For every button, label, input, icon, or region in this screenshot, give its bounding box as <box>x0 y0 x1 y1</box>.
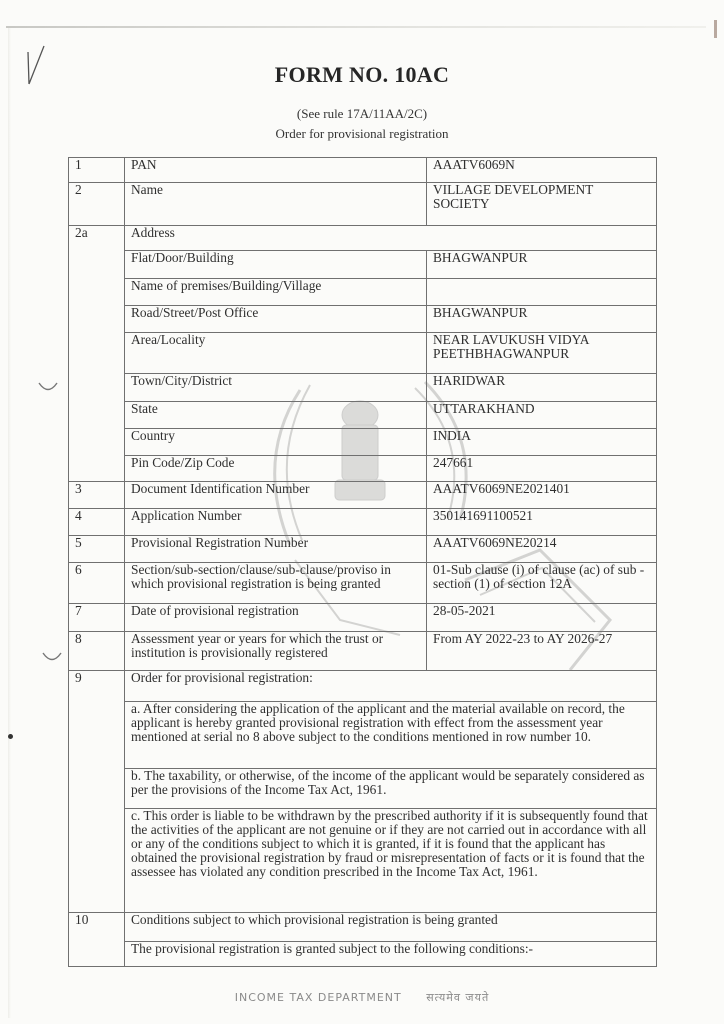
table-row-date <box>69 604 657 632</box>
table-row-application-number <box>69 509 657 536</box>
premises-value <box>427 279 657 306</box>
serial-number: 10 <box>69 913 125 967</box>
form-title: FORM NO. 10AC <box>274 62 450 87</box>
area-value: NEAR LAVUKUSH VIDYA PEETHBHAGWANPUR <box>427 333 657 374</box>
field-label: Order for provisional registration: <box>125 671 657 702</box>
assessment-years-value: From AY 2022-23 to AY 2026-27 <box>427 632 657 671</box>
field-label: Assessment year or years for which the trust or institution is provisionally registered <box>125 632 427 671</box>
field-label: Flat/Door/Building <box>125 251 427 279</box>
town-value: HARIDWAR <box>427 374 657 402</box>
serial-number: 2 <box>69 183 125 226</box>
field-label: Application Number <box>125 509 427 536</box>
serial-number: 9 <box>69 671 125 913</box>
name-value: VILLAGE DEVELOPMENT SOCIETY <box>427 183 657 226</box>
table-row-document-id <box>69 482 657 509</box>
field-label: Area/Locality <box>125 333 427 374</box>
paragraph-text: a. After considering the application of the applicant and the material available on record, the applicant is hereby granted provisional registration with effect from the assessment year mentioned at serial no 8 above subject to the conditions mentioned in row number 10. <box>125 702 657 769</box>
table-row-section <box>69 563 657 604</box>
serial-number: 7 <box>69 604 125 632</box>
field-label: Provisional Registration Number <box>125 536 427 563</box>
field-label: Country <box>125 429 427 456</box>
serial-number: 2a <box>69 226 125 482</box>
table-row-order <box>69 671 657 702</box>
order-paragraph-a <box>69 702 657 769</box>
field-label: Conditions subject to which provisional registration is being granted <box>125 913 657 942</box>
stamp-text: INCOME TAX DEPARTMENT <box>234 991 402 1004</box>
serial-number: 3 <box>69 482 125 509</box>
order-paragraph-b <box>69 769 657 809</box>
flat-value: BHAGWANPUR <box>427 251 657 279</box>
state-value: UTTARAKHAND <box>427 402 657 429</box>
serial-number: 5 <box>69 536 125 563</box>
paragraph-text: c. This order is liable to be withdrawn by the prescribed authority if it is subsequently found that the activities of the applicant are not genuine or if they are not carried out in accordance with all or any of the conditions subject to which it is granted, if it is found that the applicant has obtained the provisional registration by fraud or misrepresentation of facts or it is found that the assessee has violated any condition prescribed in the Income Tax Act, 1961. <box>125 809 657 913</box>
field-label: Town/City/District <box>125 374 427 402</box>
field-label: Name of premises/Building/Village <box>125 279 427 306</box>
road-value: BHAGWANPUR <box>427 306 657 333</box>
punch-hole-mark-top <box>36 380 60 396</box>
section-value: 01-Sub clause (i) of clause (ac) of sub -section (1) of section 12A <box>427 563 657 604</box>
address-row-pincode <box>69 456 657 482</box>
form-heading: Order for provisional registration <box>275 126 449 141</box>
conditions-intro-text: The provisional registration is granted subject to the following conditions:- <box>125 942 657 967</box>
registration-table <box>68 157 657 967</box>
country-value: INDIA <box>427 429 657 456</box>
page-left-edge <box>8 28 11 1018</box>
document-id-value: AAATV6069NE2021401 <box>427 482 657 509</box>
stamp-caption <box>0 990 724 1005</box>
field-label: Pin Code/Zip Code <box>125 456 427 482</box>
date-value: 28-05-2021 <box>427 604 657 632</box>
address-row-flat <box>69 251 657 279</box>
conditions-intro-row <box>69 942 657 967</box>
address-row-country <box>69 429 657 456</box>
table-row-conditions <box>69 913 657 942</box>
order-paragraph-c <box>69 809 657 913</box>
pan-value: AAATV6069N <box>427 158 657 183</box>
address-row-town <box>69 374 657 402</box>
field-label: State <box>125 402 427 429</box>
address-row-state <box>69 402 657 429</box>
table-row-name <box>69 183 657 226</box>
field-label: Date of provisional registration <box>125 604 427 632</box>
serial-number: 6 <box>69 563 125 604</box>
field-label: Address <box>125 226 657 251</box>
field-label: PAN <box>125 158 427 183</box>
field-label: Road/Street/Post Office <box>125 306 427 333</box>
punch-hole-mark-bottom <box>40 650 64 666</box>
field-label: Section/sub-section/clause/sub-clause/proviso in which provisional registration is being granted <box>125 563 427 604</box>
table-row-pan <box>69 158 657 183</box>
serial-number: 4 <box>69 509 125 536</box>
application-number-value: 350141691100521 <box>427 509 657 536</box>
field-label: Name <box>125 183 427 226</box>
serial-number: 1 <box>69 158 125 183</box>
field-label: Document Identification Number <box>125 482 427 509</box>
address-row-road <box>69 306 657 333</box>
stamp-motto: सत्यमेव जयते <box>426 991 490 1004</box>
table-row-assessment-years <box>69 632 657 671</box>
registration-number-value: AAATV6069NE20214 <box>427 536 657 563</box>
address-row-premises <box>69 279 657 306</box>
address-row-area <box>69 333 657 374</box>
paragraph-text: b. The taxability, or otherwise, of the income of the applicant would be separately considered as per the provisions of the Income Tax Act, 1961. <box>125 769 657 809</box>
table-row-registration-number <box>69 536 657 563</box>
rule-reference: (See rule 17A/11AA/2C) <box>296 106 428 121</box>
pincode-value: 247661 <box>427 456 657 482</box>
table-row-address <box>69 226 657 251</box>
serial-number: 8 <box>69 632 125 671</box>
edge-mark <box>714 20 717 38</box>
page-top-edge <box>6 26 706 28</box>
